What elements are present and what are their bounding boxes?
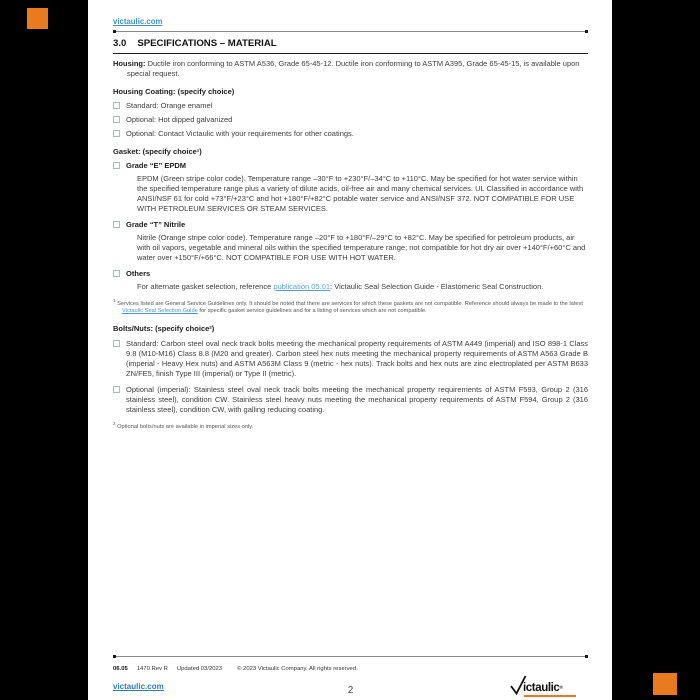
checkbox-hot-dipped-galvanized[interactable] — [113, 116, 120, 123]
option-label: Standard: Orange enamel — [126, 101, 213, 110]
doc-rev: 1470 Rev R — [136, 666, 168, 672]
seal-selection-guide-link[interactable]: Victaulic Seal Selection Guide — [122, 308, 198, 315]
option-title: Grade “T” Nitrile — [126, 220, 186, 229]
option-label: Optional (imperial): Stainless steel oval neck track bolts meeting the mechanical property requirements of ASTM F593, Group 2 (316 stainless steel), condition CW. Stainless steel heavy nuts meeting the mechanical property requirements of ASTM F594, Group 2 (316 stainless steel), condition CW, with galling reducing coating. — [126, 384, 588, 414]
checkbox-standard-orange-enamel[interactable] — [113, 102, 120, 109]
option-grade-e-epdm — [113, 161, 588, 171]
checkbox-others[interactable] — [113, 270, 120, 277]
victaulic-logo-orange-bar — [524, 695, 576, 697]
option-bolts-standard — [113, 339, 588, 379]
bolts-footnote — [113, 420, 588, 431]
victaulic-logo — [510, 673, 586, 697]
housing-paragraph — [113, 59, 588, 79]
housing-label: Housing: — [113, 59, 146, 68]
doc-number: 06.05 — [113, 666, 128, 672]
option-others — [113, 269, 588, 279]
housing-coating-heading: Housing Coating: (specify choice) — [113, 87, 235, 96]
option-title: Grade “E” EPDM — [126, 161, 187, 170]
checkbox-bolts-optional[interactable] — [113, 386, 120, 393]
corner-accent-top-left — [27, 8, 48, 29]
gasket-footnote — [113, 297, 588, 316]
option-other-coatings — [113, 129, 588, 139]
bolts-nuts-heading: Bolts/Nuts: (specify choice²) — [113, 323, 215, 333]
corner-accent-bottom-right — [653, 673, 677, 695]
option-bolts-optional — [113, 385, 588, 415]
section-number: 3.0 — [113, 38, 127, 49]
victaulic-logo-text: ictaulic® — [523, 682, 563, 694]
footnote-text-pre: Services listed are General Service Guidelines only. It should be noted that there are services for which these gaskets are not compatible. Reference should always be made to the latest — [115, 300, 583, 307]
grade-t-nitrile-description: Nitrile (Orange stripe color code). Temperature range –20°F to +180°F/–29°C to +82°C. May be specified for petroleum products, air with oil vapors, vegetable and mineral oils within the specified temperature range; not compatible for hot dry air over +140°F/+60°C and water over +150°F/+66°C. NOT COMPATIBLE FOR USE WITH HOT WATER. — [137, 233, 586, 262]
site-link-bottom[interactable]: victaulic.com — [113, 682, 164, 691]
section-title: SPECIFICATIONS – MATERIAL — [137, 38, 277, 49]
checkbox-grade-e-epdm[interactable] — [113, 162, 120, 169]
footnote-text-post: for specific gasket service guidelines and for a listing of services which are not compatible. — [197, 308, 427, 315]
option-label: Standard: Carbon steel oval neck track bolts meeting the mechanical property requirements of ASTM A449 (imperial) and ISO 898-1 Class 9.8 (M10-M16) Class 8.8 (M20 and greater). Carbon steel hex nuts meeting the mechanical property requirements of ASTM A563 Grade B (imperial - Heavy Hex nuts) and ASTM A563M Class 9 (metric - hex nuts). Track bolts and hex nuts are zinc electroplated per ASTM B633 ZN/FE5, finish Type III (imperial) or Type II (metric). — [126, 338, 588, 378]
option-hot-dipped-galvanized — [113, 115, 588, 125]
grade-e-epdm-description: EPDM (Green stripe color code). Temperature range –30°F to +230°F/–34°C to +110°C. May be specified for hot water service within the specified temperature range plus a variety of dilute acids, oil-free air and many chemical services. UL Classified in accordance with ANSI/NSF 61 for cold +73°F/+23°C and hot +180°F/+82°C potable water service and ANSI/NSF 372. NOT COMPATIBLE FOR USE WITH PETROLEUM SERVICES OR STEAM SERVICES. — [137, 174, 584, 213]
housing-text: Ductile iron conforming to ASTM A536, Grade 65-45-12. Ductile iron conforming to ASTM A395, Grade 65-45-15, is available upon special request. — [127, 59, 580, 78]
publication-link[interactable]: publication 05.01 — [273, 282, 331, 291]
doc-updated: Updated 03/2023 — [176, 666, 223, 672]
registered-mark: ® — [559, 685, 563, 690]
checkbox-bolts-standard[interactable] — [113, 340, 120, 347]
footnote-marker: 1 — [113, 298, 116, 303]
copyright-text: © 2023 Victaulic Company. All rights reserved. — [237, 666, 358, 672]
bottom-divider — [113, 656, 588, 657]
others-description — [137, 282, 588, 292]
document-page — [88, 0, 612, 700]
footnote-text: Optional bolts/nuts are available in imperial sizes only. — [115, 423, 254, 430]
option-title: Others — [126, 269, 151, 278]
top-divider — [113, 31, 588, 32]
page-number: 2 — [347, 685, 354, 696]
option-label: Optional: Contact Victaulic with your requirements for other coatings. — [126, 129, 354, 138]
option-label: Optional: Hot dipped galvanized — [126, 115, 233, 124]
page-footer — [113, 654, 588, 700]
section-heading — [113, 38, 588, 54]
option-standard-orange-enamel — [113, 101, 588, 111]
footnote-marker: 2 — [113, 420, 116, 426]
others-text-post: : Victaulic Seal Selection Guide - Elastomeric Seal Construction. — [330, 282, 544, 291]
site-link-top[interactable]: victaulic.com — [113, 17, 163, 26]
others-text-pre: For alternate gasket selection, reference — [137, 282, 274, 291]
checkbox-grade-t-nitrile[interactable] — [113, 221, 120, 228]
gasket-heading: Gasket: (specify choice¹) — [113, 147, 202, 156]
option-grade-t-nitrile — [113, 220, 588, 230]
checkbox-other-coatings[interactable] — [113, 130, 120, 137]
